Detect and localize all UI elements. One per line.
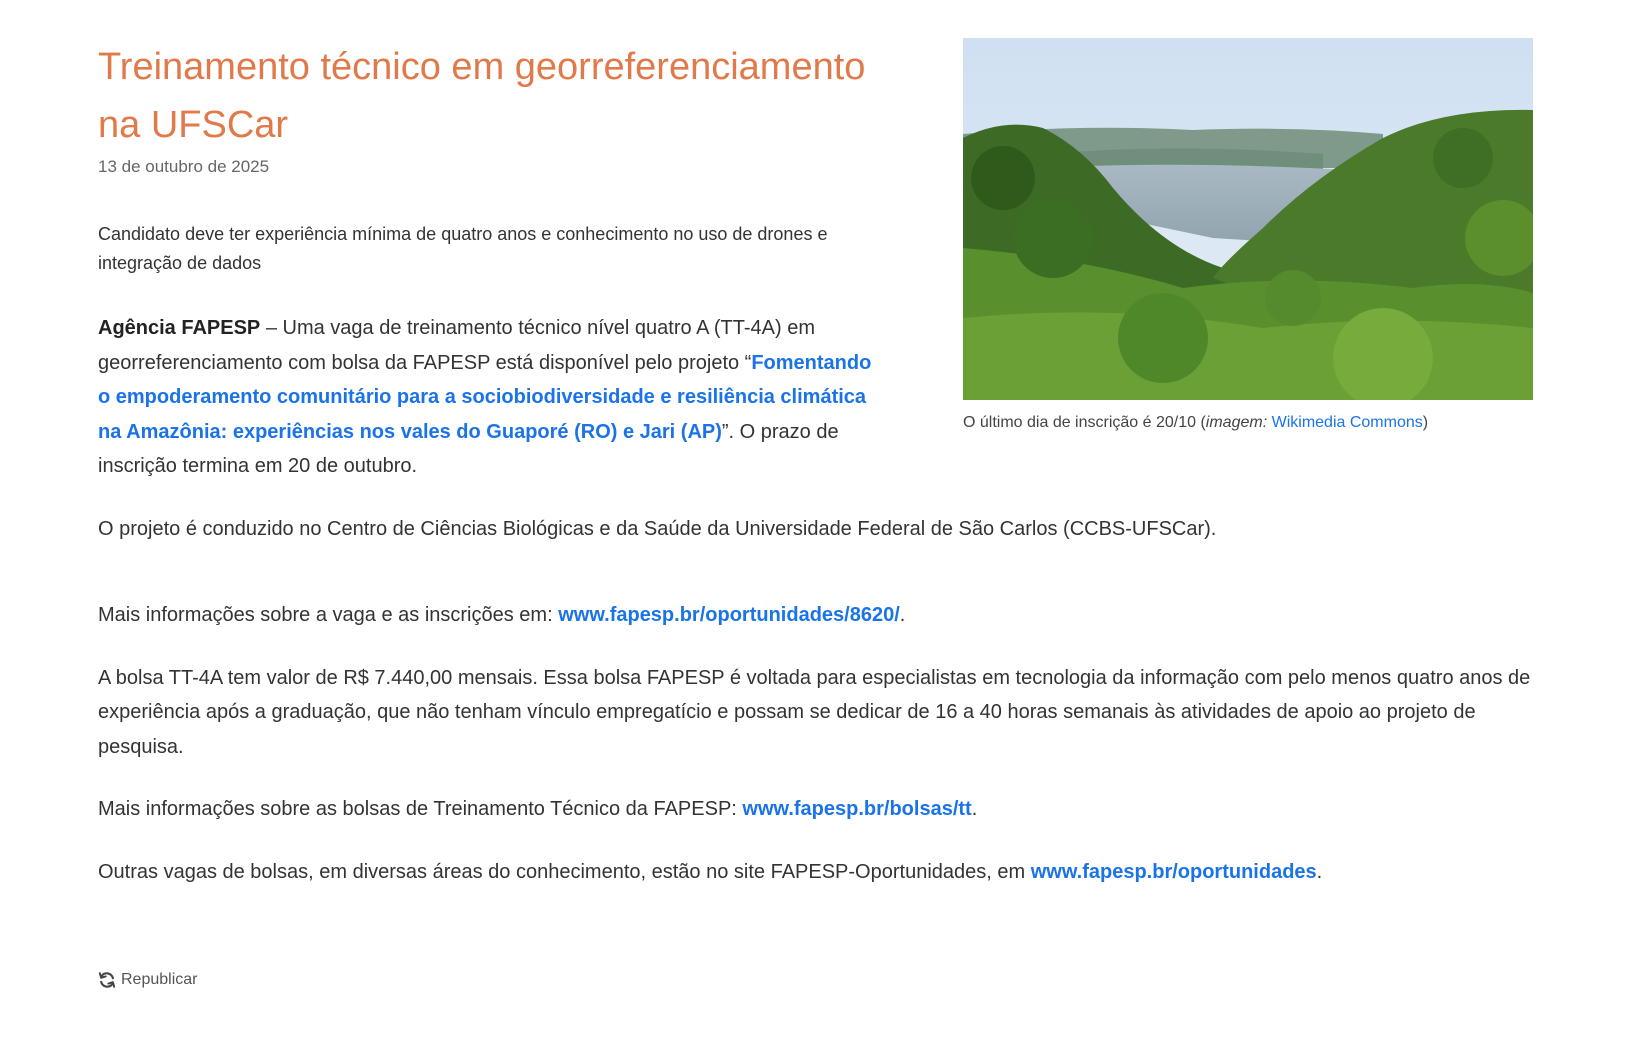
figure: [963, 38, 1533, 433]
wikimedia-link[interactable]: Wikimedia Commons: [1271, 414, 1423, 431]
refresh-icon: [98, 971, 116, 989]
republish-label: Republicar: [121, 971, 198, 988]
outras-paragraph: [98, 855, 1533, 890]
amazon-forest-photo: [963, 38, 1533, 400]
intro-text-after: ”. O prazo de inscrição termina em 20 de outubro.: [98, 420, 839, 477]
info-text: Mais informações sobre a vaga e as inscrições em:: [98, 604, 559, 626]
article-date: 13 de outubro de 2025: [98, 157, 270, 176]
tt-text: Mais informações sobre as bolsas de Treinamento Técnico da FAPESP:: [98, 798, 743, 820]
intro-text-before: – Uma vaga de treinamento técnico nível quatro A (TT-4A) em georreferenciamento com bolsa da FAPESP está disponível pelo projeto “: [98, 317, 815, 374]
article-main-column: [98, 38, 888, 484]
oportunidades-link[interactable]: www.fapesp.br/oportunidades: [1030, 860, 1317, 883]
bolsa-paragraph: A bolsa TT-4A tem valor de R$ 7.440,00 mensais. Essa bolsa FAPESP é voltada para especialistas em tecnologia da informação com pelo menos quatro anos de experiência após a graduação, que não tenham vínculo empregatício e possam se dedicar de 16 a 40 horas semanais às atividades de apoio ao projeto de pesquisa.: [98, 666, 1531, 758]
tt-paragraph: [98, 792, 1533, 827]
tt-end: .: [971, 798, 978, 820]
bolsas-tt-link[interactable]: www.fapesp.br/bolsas/tt: [742, 798, 972, 820]
article: [98, 38, 1533, 889]
article-header-row: [98, 38, 1533, 484]
project-link[interactable]: Fomentando o empoderamento comunitário para a sociobiodiversidade e resiliência climática na Amazônia: experiências nos vales do Guaporé (RO) e Jari (AP): [98, 351, 872, 443]
source-label: Agência FAPESP: [98, 317, 261, 339]
caption-label: imagem:: [1205, 414, 1268, 431]
outras-end: .: [1316, 860, 1323, 883]
project-paragraph: O projeto é conduzido no Centro de Ciências Biológicas e da Saúde da Universidade Federal de São Carlos (CCBS-UFSCar).: [98, 517, 1217, 540]
figure-caption: [963, 413, 1533, 433]
caption-end: ): [1422, 414, 1429, 431]
info-end: .: [899, 604, 906, 626]
info-paragraph: [98, 598, 1533, 633]
article-lead: Candidato deve ter experiência mínima de quatro anos e conhecimento no uso de drones e integração de dados: [98, 224, 828, 273]
oportunidades-8620-link[interactable]: www.fapesp.br/oportunidades/8620/: [558, 604, 900, 626]
republish-button[interactable]: [98, 971, 197, 989]
caption-text: O último dia de inscrição é 20/10 (: [963, 414, 1206, 431]
article-title: Treinamento técnico em georreferenciamento na UFSCar: [98, 46, 866, 146]
intro-paragraph: [98, 311, 888, 484]
outras-text: Outras vagas de bolsas, em diversas áreas do conhecimento, estão no site FAPESP-Oportunidades, em: [98, 860, 1031, 883]
